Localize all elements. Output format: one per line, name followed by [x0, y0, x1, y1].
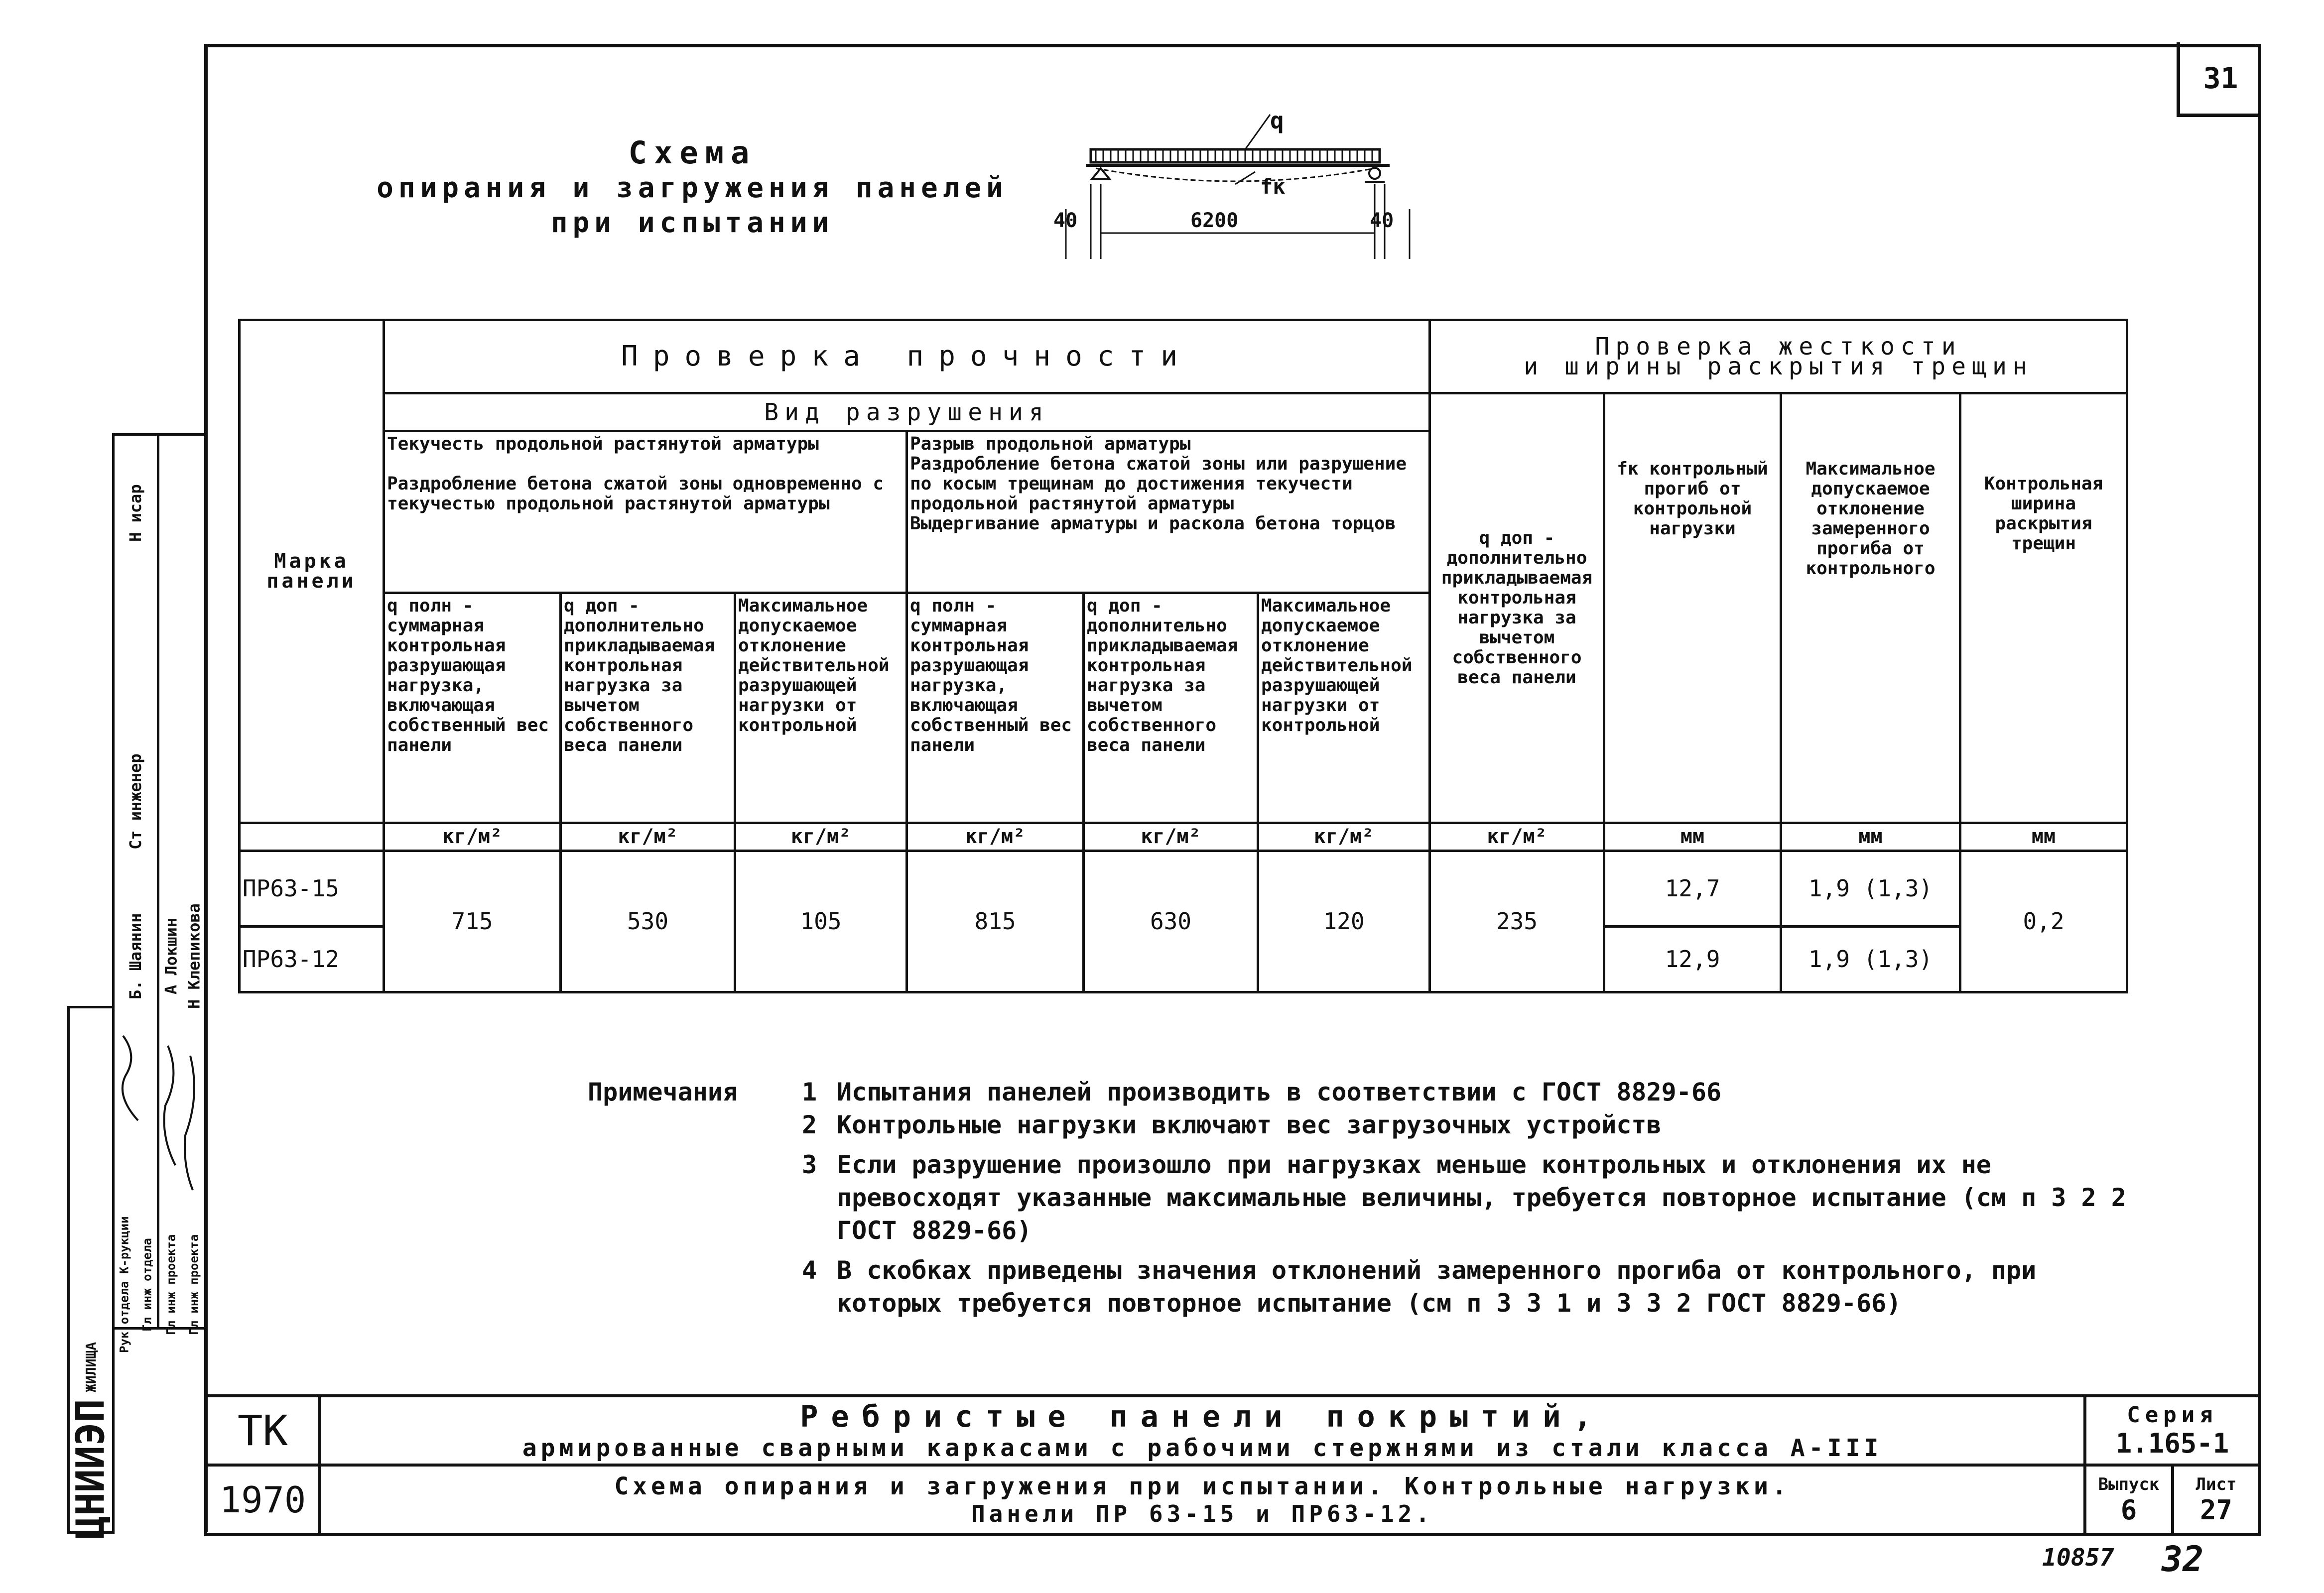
deflection-label: fк: [1260, 174, 1286, 199]
row-name-2: ПР63-12: [240, 926, 384, 992]
schema-title-3: при испытании: [550, 207, 834, 239]
seria-value: 1.165-1: [2115, 1427, 2229, 1459]
load-label: q: [1270, 107, 1284, 134]
note-text: Если разрушение произошло при нагрузках меньше контрольных и отклонения их не превосходят указанные максимальные величины, требуется повторное испытание (см п 3 2 2 ГОСТ 8829-66): [837, 1150, 2126, 1245]
unit-cell: кг/м²: [1258, 823, 1430, 851]
loading-scheme-drawing: [1046, 110, 1434, 269]
stamp-role-b: Н исар: [126, 484, 145, 542]
notes: [588, 1076, 2132, 1320]
list-value: 27: [2199, 1494, 2233, 1526]
vypusk-value: 6: [2120, 1494, 2137, 1526]
side-stamp: [67, 393, 207, 1539]
note-row: [588, 1108, 2132, 1141]
value-crack: 0,2: [1960, 851, 2127, 992]
stamp-role: Гл инж проекта: [187, 1234, 201, 1336]
list-cell: [2171, 1464, 2261, 1536]
value-q-poln-a: 715: [384, 851, 561, 992]
header-q-dop-b: q доп - дополнительно прикладываемая контрольная нагрузка за вычетом собственного веса панели: [1084, 593, 1258, 823]
control-loads-table: [238, 319, 2128, 993]
seria-cell: [2083, 1394, 2261, 1467]
note-row: [588, 1254, 2132, 1320]
unit-empty: [240, 823, 384, 851]
title-line-2: армированные сварными каркасами с рабочими стержнями из стали класса А-III: [522, 1434, 1883, 1462]
archive-sheet: 32: [2162, 1539, 2204, 1580]
list-label: Лист: [2195, 1474, 2237, 1494]
header-failure-type: Вид разрушения: [384, 393, 1430, 431]
stamp-name: А Локшин: [161, 917, 181, 995]
value-fk-1: 12,7: [1604, 851, 1781, 926]
org-name: ЦНИИЭП: [68, 1399, 114, 1539]
dim-span: 6200: [1190, 209, 1239, 232]
header-fk: fк контрольный прогиб от контрольной нагрузки: [1604, 393, 1781, 823]
notes-label: Примечания: [588, 1078, 738, 1106]
unit-cell: кг/м²: [1430, 823, 1604, 851]
title-line-1: Ребристые панели покрытий,: [800, 1399, 1605, 1434]
stamp-name: Б. Шаянин: [126, 913, 145, 999]
unit-cell: кг/м²: [561, 823, 735, 851]
header-max-b: Максимальное допускаемое отклонение действительной разрушающей нагрузки от контрольной: [1258, 593, 1430, 823]
note-row: [588, 1076, 2132, 1108]
vypusk-label: Выпуск: [2098, 1474, 2160, 1494]
failure-a: Текучесть продольной растянутой арматуры Раздробление бетона сжатой зоны одновременно с текучестью продольной растянутой арматуры: [384, 431, 907, 593]
schema-title-1: Схема: [628, 134, 757, 171]
header-stiffness-l1: Проверка жесткости: [1595, 333, 1962, 361]
value-def-1: 1,9 (1,3): [1781, 851, 1960, 926]
code-cell: ТК: [204, 1394, 321, 1467]
value-q-dop-a: 530: [561, 851, 735, 992]
archive-number: 10857: [2042, 1544, 2114, 1572]
header-strength: Проверка прочности: [384, 320, 1430, 393]
unit-cell: кг/м²: [735, 823, 907, 851]
title-cell: [318, 1394, 2086, 1467]
unit-cell: кг/м²: [1084, 823, 1258, 851]
unit-cell: мм: [1960, 823, 2127, 851]
value-q-dop-s: 235: [1430, 851, 1604, 992]
header-q-dop-s: q доп - дополнительно прикладываемая контрольная нагрузка за вычетом собственного веса панели: [1430, 393, 1604, 823]
year-cell: 1970: [204, 1464, 321, 1536]
header-marka: Марка панели: [240, 320, 384, 823]
stamp-role: Гл инж отдела: [140, 1238, 154, 1332]
unit-cell: мм: [1781, 823, 1960, 851]
page-number: 31: [2177, 42, 2261, 117]
stamp-name: Н Клепикова: [184, 903, 204, 1009]
header-stiffness: [1430, 320, 2127, 393]
note-row: [588, 1148, 2132, 1247]
header-max-def: Максимальное допускаемое отклонение замеренного прогиба от контрольного: [1781, 393, 1960, 823]
value-fk-2: 12,9: [1604, 926, 1781, 992]
unit-cell: мм: [1604, 823, 1781, 851]
seria-label: Серия: [2127, 1402, 2218, 1428]
dim-right: 40: [1370, 209, 1394, 232]
value-q-poln-b: 815: [907, 851, 1084, 992]
stamp-role: Гл инж проекта: [164, 1234, 178, 1336]
signatures: [113, 1016, 205, 1230]
header-q-poln-b: q полн - суммарная контрольная разрушающая нагрузка, включающая собственный вес панели: [907, 593, 1084, 823]
note-text: Контрольные нагрузки включают вес загрузочных устройств: [837, 1110, 1662, 1139]
subtitle-line-2: Панели ПР 63-15 и ПР63-12.: [971, 1500, 1434, 1527]
value-q-dop-b: 630: [1084, 851, 1258, 992]
stamp-role-b: Ст инженер: [126, 753, 145, 850]
value-def-2: 1,9 (1,3): [1781, 926, 1960, 992]
unit-cell: кг/м²: [907, 823, 1084, 851]
header-stiffness-l2: и ширины раскрытия трещин: [1524, 353, 2033, 381]
unit-cell: кг/м²: [384, 823, 561, 851]
subtitle-cell: [318, 1464, 2086, 1536]
note-text: Испытания панелей производить в соответствии с ГОСТ 8829-66: [837, 1078, 1722, 1106]
note-number: 2: [802, 1110, 817, 1139]
vypusk-cell: [2083, 1464, 2174, 1536]
subtitle-line-1: Схема опирания и загружения при испытании. Контрольные нагрузки.: [614, 1472, 1791, 1500]
note-number: 4: [802, 1256, 817, 1285]
value-max-b: 120: [1258, 851, 1430, 992]
stamp-role: Рук отдела К-рукции: [117, 1216, 131, 1353]
note-number: 3: [802, 1150, 817, 1179]
note-number: 1: [802, 1078, 817, 1106]
header-q-poln-a: q полн - суммарная контрольная разрушающая нагрузка, включающая собственный вес панели: [384, 593, 561, 823]
failure-b: Разрыв продольной арматуры Раздробление бетона сжатой зоны или разрушение по косым трещинам до достижения текучести продольной растянутой арматуры Выдергивание арматуры и раскола бетона торцов: [907, 431, 1430, 593]
org-subname: ЖИЛИЩА: [83, 1342, 99, 1392]
title-block: [204, 1394, 2261, 1536]
header-crack: Контрольная ширина раскрытия трещин: [1960, 393, 2127, 823]
row-name-1: ПР63-15: [240, 851, 384, 926]
value-max-a: 105: [735, 851, 907, 992]
header-q-dop-a: q доп - дополнительно прикладываемая контрольная нагрузка за вычетом собственного веса панели: [561, 593, 735, 823]
header-max-a: Максимальное допускаемое отклонение действительной разрушающей нагрузки от контрольной: [735, 593, 907, 823]
note-text: В скобках приведены значения отклонений замеренного прогиба от контрольного, при которых требуется повторное испытание (см п 3 3 1 и 3 3 2 ГОСТ 8829-66): [837, 1256, 2037, 1318]
dim-left: 40: [1053, 209, 1078, 232]
schema-title-2: опирания и загружения панелей: [377, 172, 1008, 204]
